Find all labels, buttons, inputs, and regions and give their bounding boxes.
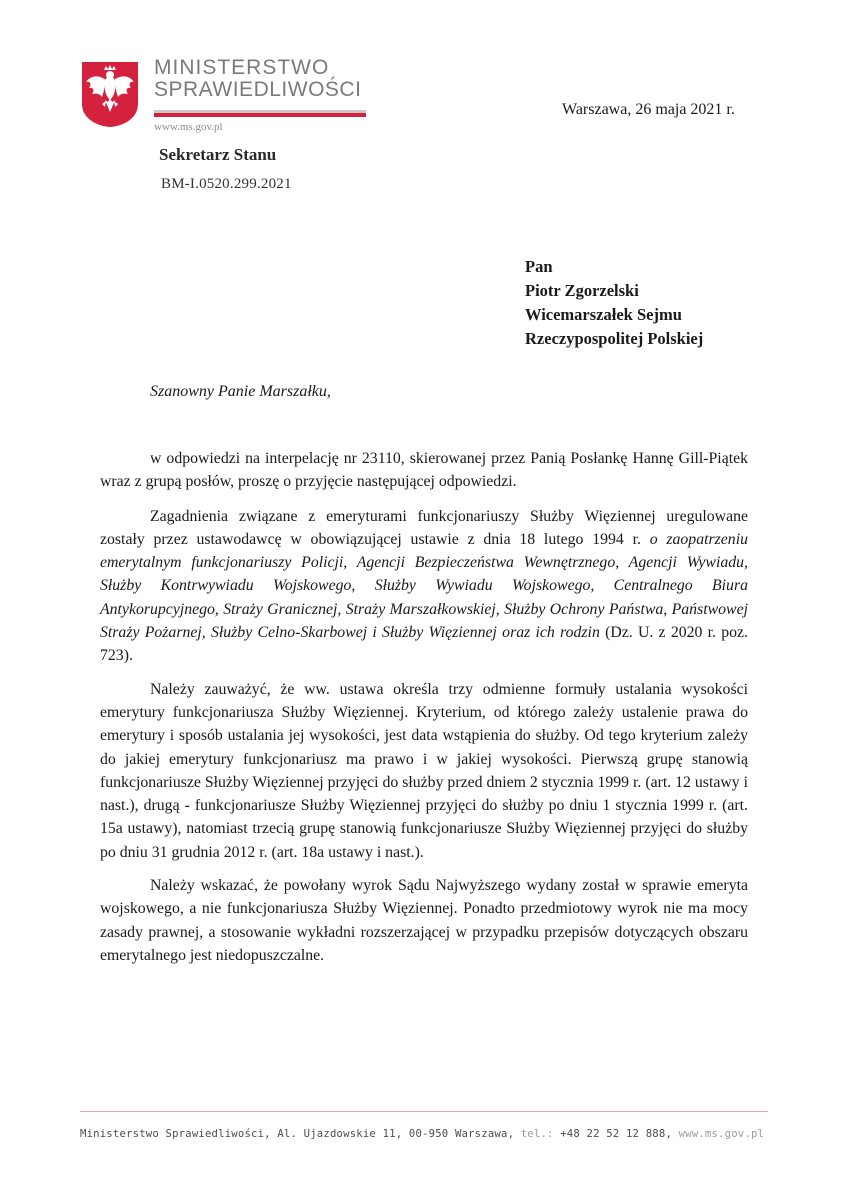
recipient-line: Wicemarszałek Sejmu: [525, 305, 682, 324]
ministry-name-line1: MINISTERSTWO: [154, 56, 330, 79]
paragraph: [100, 505, 748, 668]
paragraph-text: Zagadnienia związane z emeryturami funkcjonariuszy Służby Więziennej uregulowane zostały przez ustawodawcę w obowiązującej ustawie z dnia 18 lutego 1994 r.: [100, 507, 748, 548]
header-website[interactable]: www.ms.gov.pl: [154, 121, 223, 133]
footer-separator: ,: [665, 1128, 679, 1140]
recipient-block: [525, 255, 703, 351]
footer-phone[interactable]: +48 22 52 12 888: [560, 1128, 666, 1140]
footer: [80, 1128, 768, 1140]
recipient-line: Piotr Zgorzelski: [525, 281, 639, 300]
salutation: Szanowny Panie Marszałku,: [150, 383, 331, 400]
recipient-line: Rzeczypospolitej Polskiej: [525, 329, 704, 348]
footer-address: Ministerstwo Sprawiedliwości, Al. Ujazdowskie 11, 00-950 Warszawa,: [80, 1128, 521, 1140]
flag-stripe: [154, 106, 366, 116]
footer-website[interactable]: www.ms.gov.pl: [678, 1128, 765, 1140]
reference-number: BM-I.0520.299.2021: [161, 176, 292, 192]
sender-title: Sekretarz Stanu: [159, 145, 277, 164]
emblem-icon: [80, 60, 140, 128]
paragraph: w odpowiedzi na interpelację nr 23110, skierowanej przez Panią Posłankę Hannę Gill-Piątek wraz z grupą posłów, proszę o przyjęcie następującej odpowiedzi.: [100, 450, 748, 491]
letter-body: [100, 447, 748, 977]
place-date: Warszawa, 26 maja 2021 r.: [562, 101, 735, 118]
paragraph: Należy zauważyć, że ww. ustawa określa trzy odmienne formuły ustalania wysokości emerytury funkcjonariusza Służby Więziennej. Kryterium, od którego zależy ustalenie prawa do emerytury i sposób ustalania jej wysokości, jest data wstąpienia do służby. Od tego kryterium zależy do jakiej emerytury funkcjonariusz ma prawo i w jakiej wysokości. Pierwszą grupę stanowią funkcjonariusze Służby Więziennej przyjęci do służby przed dniem 2 stycznia 1999 r. (art. 12 ustawy i nast.), drugą - funkcjonariusze Służby Więziennej przyjęci do służby po dniu 1 stycznia 1999 r. (art. 15a ustawy), natomiast trzecią grupę stanowią funkcjonariusze Służby Więziennej przyjęci do służby po dniu 31 grudnia 2012 r. (art. 18a ustawy i nast.).: [100, 680, 748, 861]
paragraph: Należy wskazać, że powołany wyrok Sądu Najwyższego wydany został w sprawie emeryta wojskowego, a nie funkcjonariusza Służby Więziennej. Ponadto przedmiotowy wyrok nie ma mocy zasady prawnej, a stosowanie wykładni rozszerzającej w przypadku przepisów dotyczących obszaru emerytalnego jest niedopuszczalne.: [100, 877, 748, 964]
ministry-name-line2: SPRAWIEDLIWOŚCI: [154, 78, 362, 101]
footer-divider: [80, 1111, 768, 1112]
paragraph-text: (Dz. U. z 2020 r. poz. 723).: [100, 624, 748, 665]
recipient-line: Pan: [525, 257, 553, 276]
footer-tel-label: tel.:: [520, 1128, 561, 1140]
act-title: o zaopatrzeniu emerytalnym funkcjonariuszy Policji, Agencji Bezpieczeństwa Wewnętrznego, Agencji Wywiadu, Służby Kontrwywiadu Wojskowego, Służby Wywiadu Wojskowego, Centralnego Biura Antykorupcyjnego, Straży Granicznej, Straży Marszałkowskiej, Służby Ochrony Państwa, Państwowej Straży Pożarnej, Służby Celno-Skarbowej i Służby Więziennej oraz ich rodzin: [100, 530, 748, 642]
